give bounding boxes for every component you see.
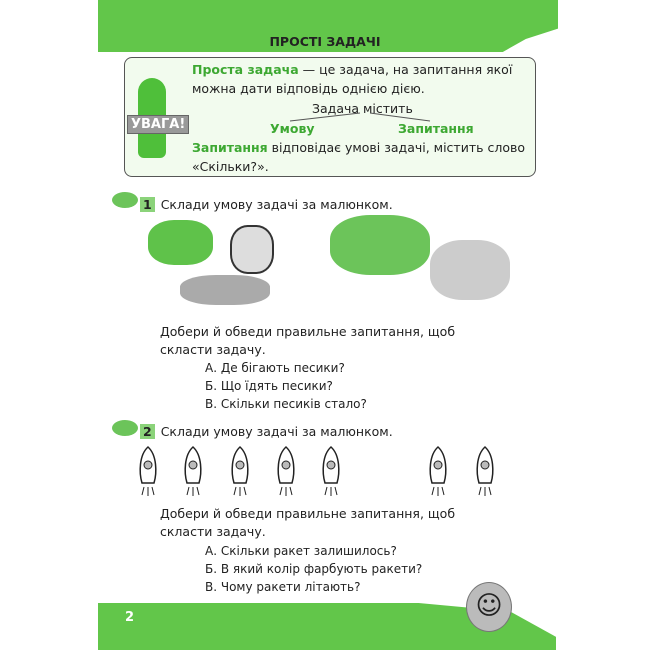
rocket-icon — [318, 445, 344, 497]
rocket-icon — [425, 445, 451, 497]
dog-illustration — [148, 220, 213, 265]
page-number: 2 — [125, 610, 135, 625]
rocket-icon — [180, 445, 206, 497]
task-1-option[interactable]: Б. Що їдять песики? — [205, 379, 333, 393]
attention-badge: УВАГА! — [127, 115, 189, 134]
task-1-option[interactable]: В. Скільки песиків стало? — [205, 397, 367, 411]
task-2-option[interactable]: В. Чому ракети літають? — [205, 580, 361, 594]
task-number: 2 — [140, 424, 155, 439]
rocket-icon — [273, 445, 299, 497]
contains-label: Задача містить — [312, 101, 413, 116]
task-number: 1 — [140, 197, 155, 212]
page-title: ПРОСТІ ЗАДАЧІ — [269, 34, 381, 49]
task-1-option[interactable]: А. Де бігають песики? — [205, 361, 345, 375]
rocket-icon — [472, 445, 498, 497]
task-2-option[interactable]: Б. В який колір фарбують ракети? — [205, 562, 423, 576]
bug-icon — [112, 420, 138, 436]
part-question: Запитання — [398, 121, 474, 136]
task-2-option[interactable]: А. Скільки ракет залишилось? — [205, 544, 397, 558]
task-instruction: Склади умову задачі за малюнком. — [160, 424, 393, 439]
rocket-icon — [227, 445, 253, 497]
dog-illustration — [180, 275, 270, 305]
part-condition: Умову — [270, 121, 315, 136]
question-rule-text: відповідає умові задачі, містить слово «Скільки?». — [192, 140, 525, 174]
task-2-header — [140, 424, 393, 439]
dog-illustration — [430, 240, 510, 300]
question-rule — [192, 138, 528, 176]
task-2-prompt: Добери й обведи правильне запитання, щоб скласти задачу. — [160, 506, 456, 539]
definition-text: — це задача, на запитання якої можна дати відповідь однією дією. — [192, 62, 513, 96]
task-instruction: Склади умову задачі за малюнком. — [160, 197, 393, 212]
question-term: Запитання — [192, 140, 268, 155]
dog-illustration — [230, 225, 274, 274]
bug-icon — [112, 192, 138, 208]
smiley-face-icon: ☺ — [466, 582, 512, 632]
task-1-header — [140, 197, 393, 212]
term: Проста задача — [192, 62, 299, 77]
rocket-icon — [135, 445, 161, 497]
definition — [192, 60, 528, 98]
task-1-prompt: Добери й обведи правильне запитання, щоб скласти задачу. — [160, 324, 456, 357]
dog-illustration — [330, 215, 430, 275]
